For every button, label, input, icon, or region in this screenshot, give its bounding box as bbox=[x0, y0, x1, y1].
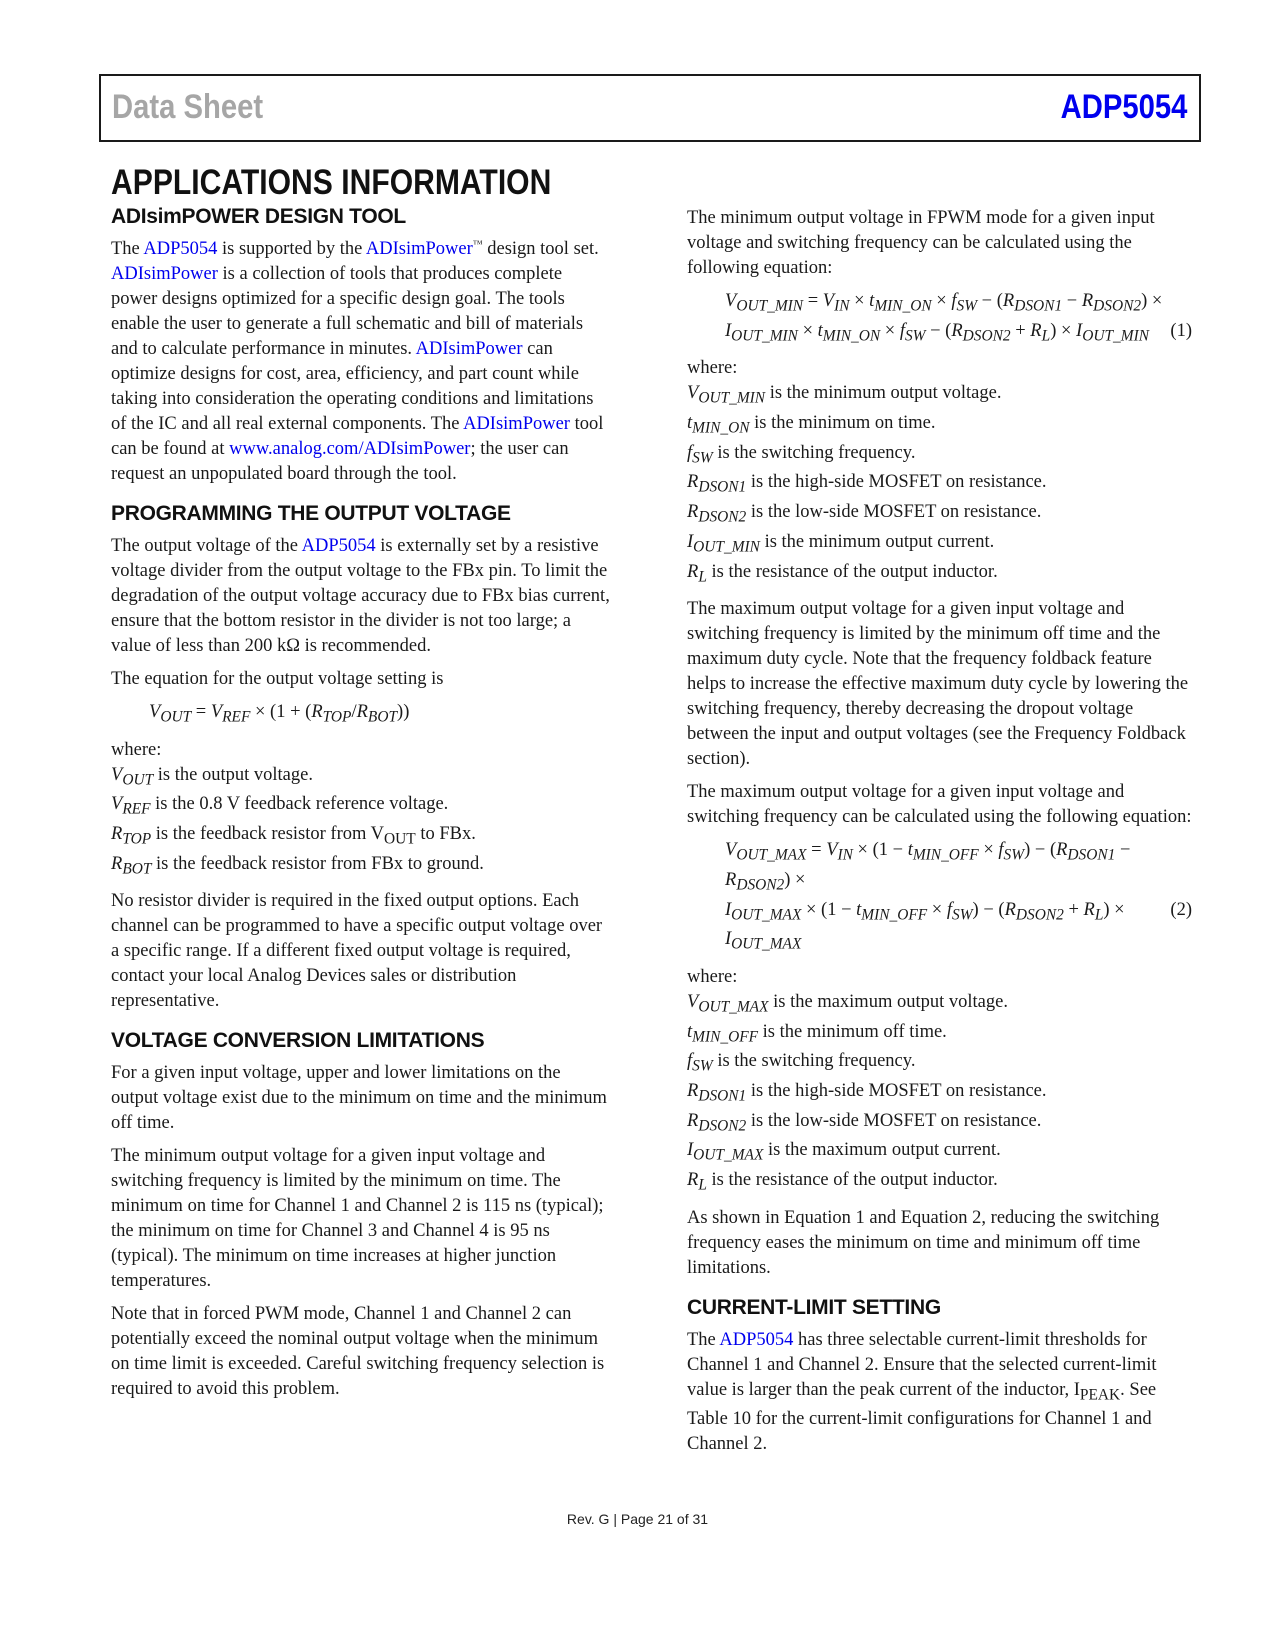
header-doc-type: Data Sheet bbox=[112, 88, 264, 126]
where-item: $I_{OUT\_MAX}$ is the maximum output current. bbox=[687, 1140, 1001, 1165]
where-item: $t_{MIN\_ON}$ is the minimum on time. bbox=[687, 413, 936, 437]
where-list-eq2 bbox=[687, 965, 1192, 1198]
page-header bbox=[99, 74, 1201, 142]
where-item: $R_{DSON2}$ is the low-side MOSFET on resistance. bbox=[687, 1110, 1042, 1135]
where-item: $V_{OUT}$ is the output voltage. bbox=[111, 764, 313, 789]
where-item: $f_{SW}$ is the switching frequency. bbox=[687, 1051, 916, 1075]
heading-programming-output-voltage: PROGRAMMING THE OUTPUT VOLTAGE bbox=[111, 502, 511, 525]
paragraph-min-output: The minimum output voltage in FPWM mode for a given input voltage and switching frequency can be calculated using the following equation: bbox=[687, 208, 1155, 278]
header-part-number-link[interactable]: ADP5054 bbox=[1060, 88, 1187, 126]
page-footer: Rev. G | Page 21 of 31 bbox=[566, 1511, 709, 1527]
link-adp5054[interactable]: ADP5054 bbox=[143, 239, 218, 259]
where-item: $R_{DSON1}$ is the high-side MOSFET on resistance. bbox=[687, 1081, 1047, 1105]
paragraph-max-output-2: The maximum output voltage for a given input voltage and switching frequency can be calculated using the following equation: bbox=[687, 782, 1192, 828]
right-column bbox=[687, 206, 1192, 1465]
heading-current-limit-setting: CURRENT-LIMIT SETTING bbox=[687, 1295, 941, 1319]
paragraph-vconv-2: The minimum output voltage for a given input voltage and switching frequency is limited by the minimum on time. The minimum on time for Channel 1 and Channel 2 is 115 ns (typical); the minimum on time for Channel 3 and Channel 4 is 95 ns (typical). The minimum on time increases at higher junction temperatures. bbox=[111, 1146, 604, 1292]
link-adisimpower[interactable]: ADIsimPower bbox=[365, 239, 473, 259]
paragraph-equation-summary: As shown in Equation 1 and Equation 2, reducing the switching frequency eases the minimum on time and minimum off time limitations. bbox=[687, 1207, 1160, 1278]
where-item: $V_{OUT\_MAX}$ is the maximum output voltage. bbox=[687, 991, 1008, 1016]
where-item: $f_{SW}$ is the switching frequency. bbox=[687, 442, 916, 467]
link-adp5054[interactable]: ADP5054 bbox=[719, 1329, 794, 1350]
where-item: $R_{TOP}$ is the feedback resistor from $V_{OUT}$ to FBx. bbox=[111, 824, 476, 848]
equation-2: $V_{OUT\_MAX} = V_{IN} \times (1 - t_{MIN\_OFF} \times f_{SW}) - (R_{DSON1} - R_{DSON2})$ × $I_{OUT\_MAX} \times (1 - t_{MIN\_OFF} \times f_{SW}) - (R_{DSON2} + R_L) \times I_{OUT\_MAX}$ (2) bbox=[687, 838, 1192, 957]
heading-adisimpower: ADIsimPOWER DESIGN TOOL bbox=[111, 205, 406, 228]
where-label: where: bbox=[687, 966, 738, 987]
where-item: $R_L$ is the resistance of the output inductor. bbox=[687, 561, 998, 586]
left-column bbox=[111, 204, 611, 1410]
where-item: $R_{DSON1}$ is the high-side MOSFET on resistance. bbox=[687, 472, 1047, 497]
equation-number: (1) bbox=[1170, 320, 1192, 341]
paragraph-vconv-1: For a given input voltage, upper and lower limitations on the output voltage exist due to the minimum on time and the minimum off time. bbox=[111, 1063, 607, 1134]
link-adisimpower[interactable]: ADIsimPower bbox=[111, 264, 218, 284]
link-adisimpower[interactable]: ADIsimPower bbox=[463, 414, 570, 434]
paragraph-current-limit: The ADP5054 has three selectable current-limit thresholds for Channel 1 and Channel 2. Ensure that the selected current-limit value is larger than the peak current of the inductor, $I_{PEAK}$. See Table 10 for the current-limit configurations for Channel 1 and Channel 2. bbox=[687, 1329, 1157, 1455]
where-label: where: bbox=[687, 358, 738, 379]
link-adp5054[interactable]: ADP5054 bbox=[301, 536, 376, 556]
heading-voltage-conversion-limitations: VOLTAGE CONVERSION LIMITATIONS bbox=[111, 1029, 485, 1053]
section-title: APPLICATIONS INFORMATION bbox=[111, 163, 552, 202]
where-label: where: bbox=[111, 739, 162, 760]
where-item: $R_{DSON2}$ is the low-side MOSFET on resistance. bbox=[687, 502, 1042, 526]
where-item: $R_{BOT}$ is the feedback resistor from FBx to ground. bbox=[111, 853, 484, 878]
where-item: $I_{OUT\_MIN}$ is the minimum output current. bbox=[687, 531, 995, 556]
where-list-vout bbox=[111, 738, 611, 882]
paragraph-programming-1: The output voltage of the ADP5054 is externally set by a resistive voltage divider from the output voltage to the FBx pin. To limit the degradation of the output voltage accuracy due to FBx bias current, ensure that the bottom resistor in the divider is not too large; a value of less than 200 kΩ is recommended. bbox=[111, 536, 610, 656]
paragraph-max-output-1: The maximum output voltage for a given input voltage and switching frequency is limited by the minimum off time and the maximum duty cycle. Note that the frequency foldback feature helps to increase the effective maximum duty cycle by lowering the switching frequency, thereby decreasing the dropout voltage between the input and output voltages (see the Frequency Foldback section). bbox=[687, 599, 1189, 770]
where-item: $R_L$ is the resistance of the output inductor. bbox=[687, 1170, 998, 1194]
where-item: $V_{OUT\_MIN}$ is the minimum output voltage. bbox=[687, 383, 1002, 408]
paragraph-programming-3: No resistor divider is required in the fixed output options. Each channel can be programmed to have a specific output voltage over a specific range. If a different fixed output voltage is required, contact your local Analog Devices sales or distribution representative. bbox=[111, 891, 603, 1012]
where-item: $t_{MIN\_OFF}$ is the minimum off time. bbox=[687, 1021, 947, 1046]
paragraph-vconv-3: Note that in forced PWM mode, Channel 1 and Channel 2 can potentially exceed the nominal output voltage when the minimum on time limit is exceeded. Careful switching frequency selection is required to avoid this problem. bbox=[111, 1304, 605, 1400]
equation-number: (2) bbox=[1170, 899, 1192, 920]
equation-vout: $V_{OUT} = V_{REF} \times (1 + (R_{TOP}/R_{BOT}))$ bbox=[149, 702, 410, 726]
link-adisimpower-url[interactable]: www.analog.com/ADIsimPower bbox=[229, 439, 471, 459]
paragraph-adisimpower: The ADP5054 is supported by the ADIsimPower™ design tool set. ADIsimPower is a collection of tools that produces complete power designs optimized for a specific design goal. The tools enable the user to generate a full schematic and bill of materials and to calculate performance in minutes. ADIsimPower can optimize designs for cost, area, efficiency, and part count while taking into consideration the operating conditions and limitations of the IC and all real external components. The ADIsimPower tool can be found at www.analog.com/ADIsimPower; the user can request an unpopulated board through the tool. bbox=[111, 238, 604, 484]
where-item: $V_{REF}$ is the 0.8 V feedback reference voltage. bbox=[111, 794, 449, 819]
equation-1: $V_{OUT\_MIN} = V_{IN} \times t_{MIN\_ON} \times f_{SW} - (R_{DSON1} - R_{DSON2})$ × $I_{OUT\_MIN} \times t_{MIN\_ON} \times f_{SW} - (R_{DSON2} + R_L) \times I_{OUT\_MIN}$ (1) bbox=[687, 289, 1192, 348]
where-list-eq1 bbox=[687, 356, 1192, 589]
paragraph-programming-2: The equation for the output voltage setting is bbox=[111, 669, 444, 689]
link-adisimpower[interactable]: ADIsimPower bbox=[415, 339, 523, 359]
